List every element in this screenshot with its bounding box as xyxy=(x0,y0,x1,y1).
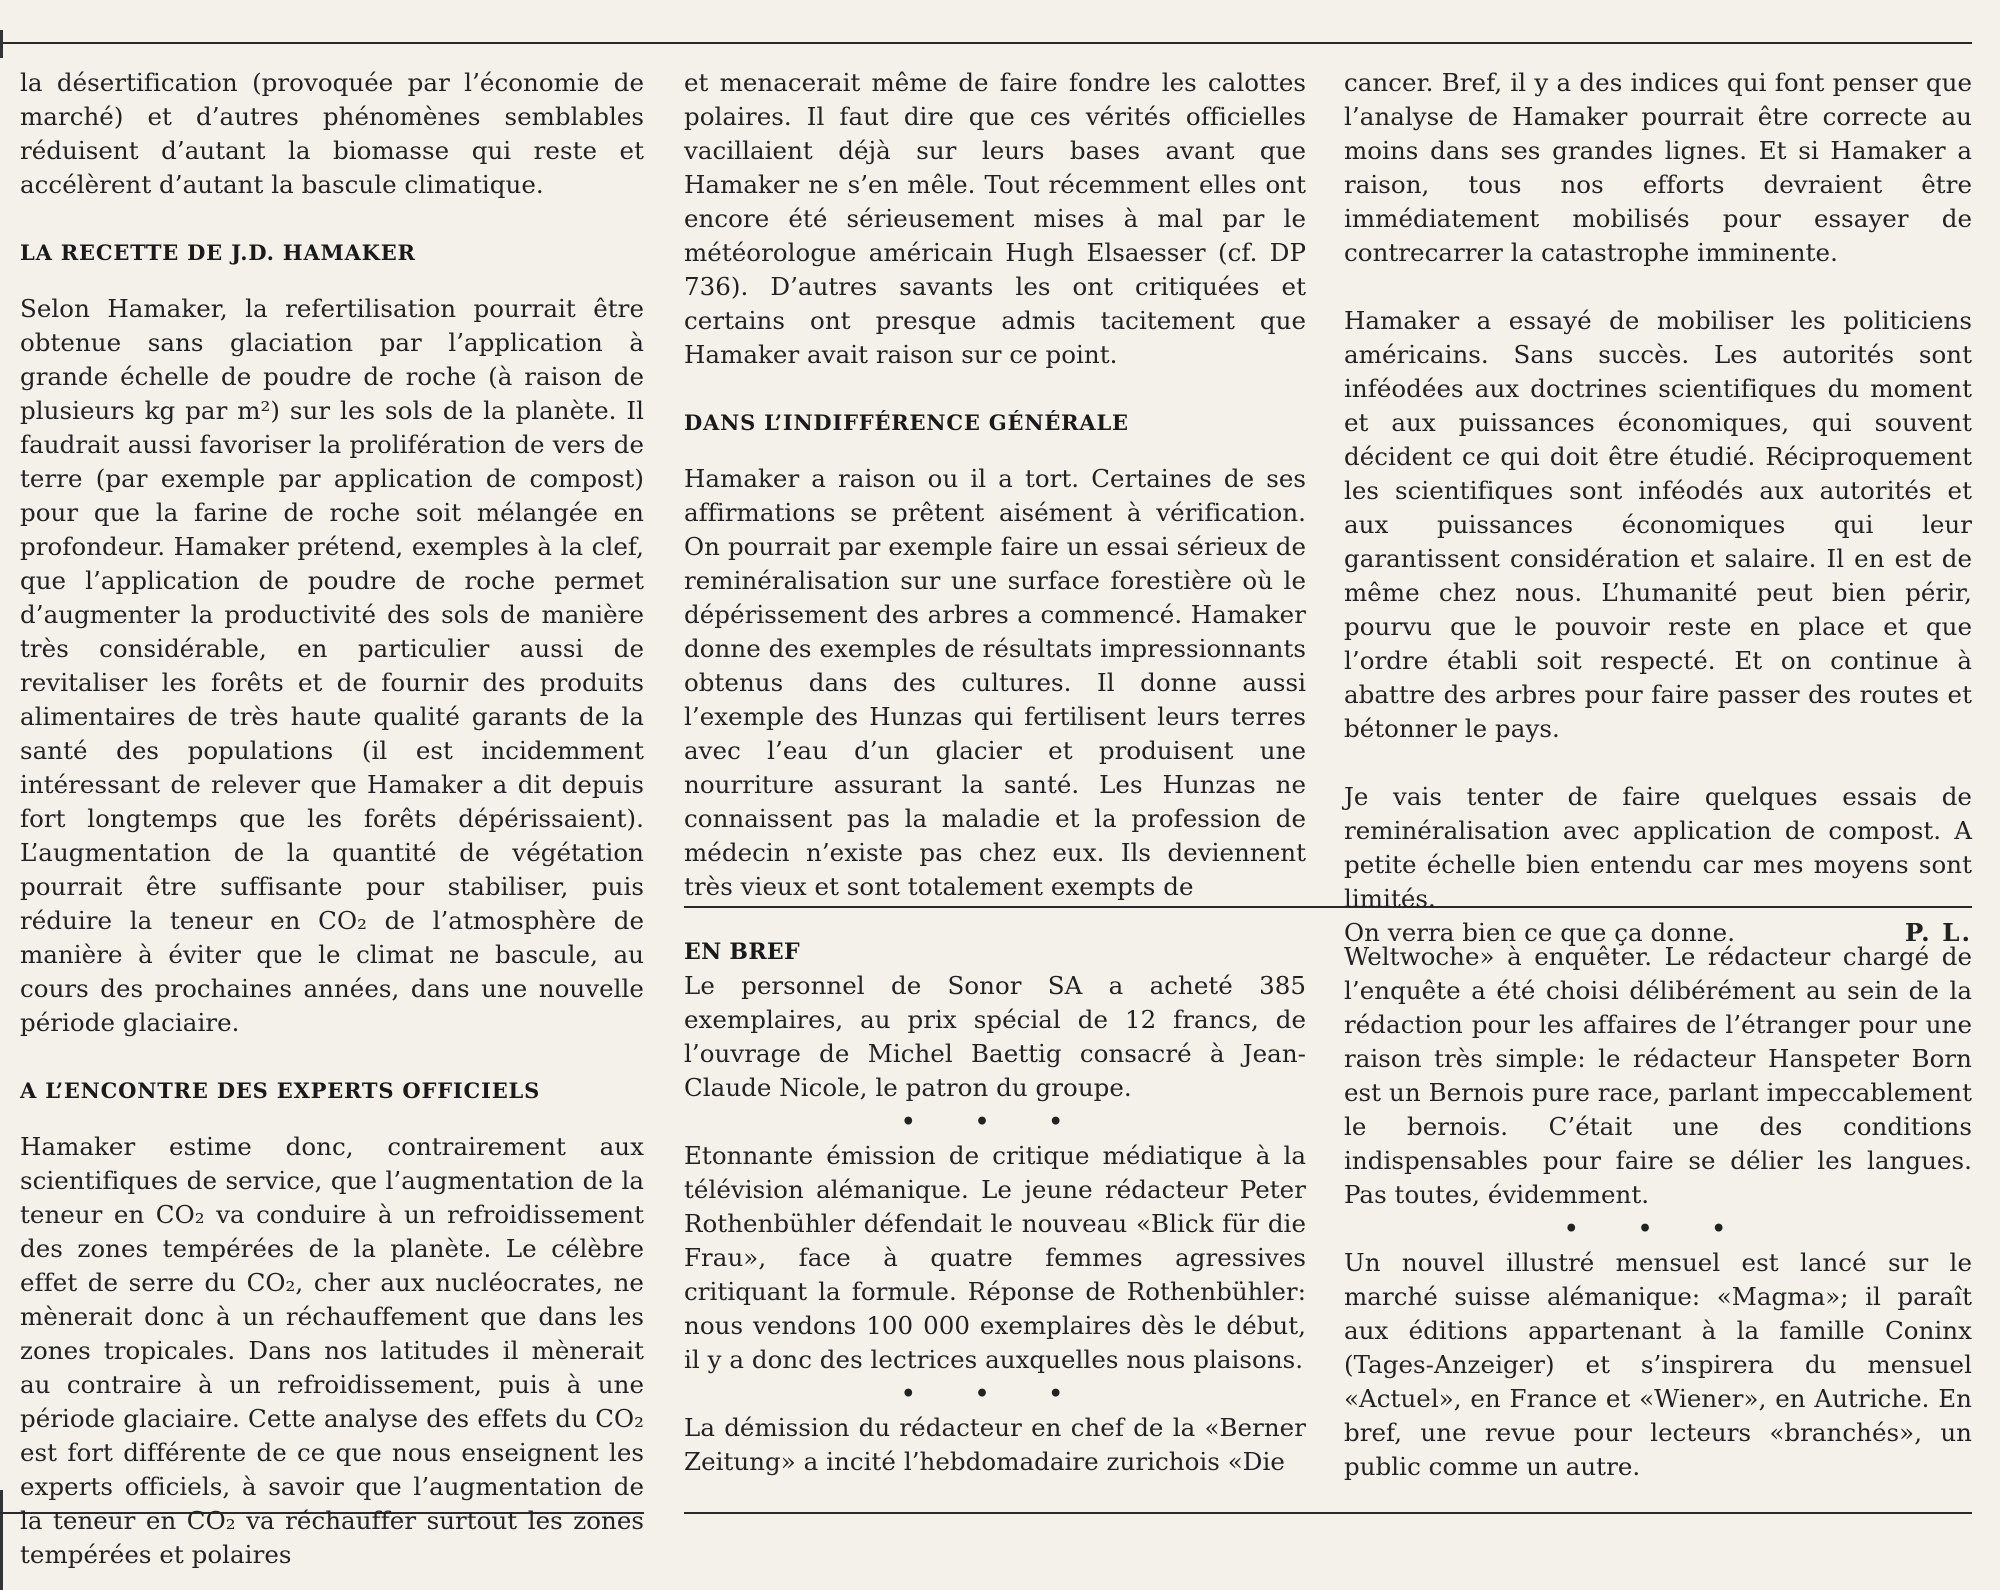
col3-essais-paragraph xyxy=(1344,780,1972,916)
heading-recette: LA RECETTE DE J.D. HAMAKER xyxy=(20,240,416,265)
col1-intro-paragraph: la désertification (provoquée par l’économie de marché) et d’autres phénomènes semblables réduisent d’autant la biomasse qui reste et accélèrent d’autant la bascule climatique. xyxy=(20,68,644,199)
bref-item-weltwoche: Weltwoche» à enquêter. Le rédacteur chargé de l’enquête a été choisi délibérément au sein de la rédaction pour les affaires de l’étranger pour une raison très simple: le rédacteur Hanspeter Born est un Bernois pure race, parlant impeccablement le bernois. C’était une des conditions indispensables pour faire se délier les langues. Pas toutes, évidemment. xyxy=(1344,942,1972,1209)
bref-item-sonor: Le personnel de Sonor SA a acheté 385 exemplaires, au prix spécial de 12 francs, de l’ouvrage de Michel Baettig consacré à Jean-Claude Nicole, le patron du groupe. xyxy=(684,971,1306,1102)
column-3 xyxy=(1344,66,1972,950)
bref-item-television: Etonnante émission de critique médiatique à la télévision alémanique. Le jeune rédacteur Peter Rothenbühler défendait le nouveau «Blick für die Frau», face à quatre femmes agressives critiquant la formule. Réponse de Rothenbühler: nous vendons 100 000 exemplaires dès le début, il y a donc des lectrices auxquelles nous plaisons. xyxy=(684,1141,1306,1374)
col2-indifference-paragraph: Hamaker a raison ou il a tort. Certaines de ses affirmations se prêtent aisément à vérification. On pourrait par exemple faire un essai sérieux de reminéralisation sur une surface forestière où le dépérissement des arbres a commencé. Hamaker donne des exemples de résultats impressionnants obtenus dans des cultures. Il donne aussi l’exemple des Hunzas qui fertilisent leurs terres avec l’eau d’un glacier et produisent une nourriture assurant la santé. Les Hunzas ne connaissent pas la maladie et la profession de médecin n’existe pas chez eux. Ils deviennent très vieux et sont totalement exempts de xyxy=(684,464,1306,901)
bref-item-magma: Un nouvel illustré mensuel est lancé sur le marché suisse alémanique: «Magma»; il paraît aux éditions appartenant à la famille Coninx (Tages-Anzeiger) et s’inspirera du mensuel «Actuel», en France et «Wiener», en Autriche. En bref, une revue pour lecteurs «branchés», un public comme un autre. xyxy=(1344,1248,1972,1481)
top-rule xyxy=(0,42,1972,44)
bref-bottom-rule xyxy=(684,1512,1972,1514)
separator-dots: • • • xyxy=(901,1109,1089,1135)
col3-closing-text: On verra bien ce que ça donne. xyxy=(1344,918,1736,947)
heading-indifference: DANS L’INDIFFÉRENCE GÉNÉRALE xyxy=(684,410,1129,435)
col1-recette-paragraph: Selon Hamaker, la refertilisation pourrait être obtenue sans glaciation par l’application à grande échelle de poudre de roche (à raison de plusieurs kg par m²) sur les sols de la planète. Il faudrait aussi favoriser la prolifération de vers de terre (par exemple par application de compost) pour que la farine de roche soit mélangée en profondeur. Hamaker prétend, exemples à la clef, que l’application de poudre de roche permet d’augmenter la productivité des sols de manière très considérable, en particulier aussi de revitaliser les forêts et de fournir des produits alimentaires de très haute qualité garants de la santé des populations (il est incidemment intéressant de relever que Hamaker a dit depuis fort longtemps que les forêts dépérissaient). L’augmentation de la quantité de végétation pourrait être suffisante pour stabiliser, puis réduire la teneur en CO₂ de l’atmosphère de manière à éviter que le climat ne bascule, au cours des prochaines années, dans une nouvelle période glaciaire. xyxy=(20,294,644,1037)
left-margin-mark-bottom xyxy=(0,1490,3,1590)
heading-encontre: A L’ENCONTRE DES EXPERTS OFFICIELS xyxy=(20,1078,541,1103)
col1-encontre-paragraph: Hamaker estime donc, contrairement aux scientifiques de service, que l’augmentation de la teneur en CO₂ va conduire à un refroidissement des zones tempérées de la planète. Le célèbre effet de serre du CO₂, cher aux nucléocrates, ne mènerait donc à un réchauffement que dans les zones tropicales. Dans nos latitudes il mènerait au contraire à un refroidissement, puis à une période glaciaire. Cette analyse des effets du CO₂ est fort différente de ce que nous enseignent les experts officiels, à savoir que l’augmentation de la teneur en CO₂ va réchauffer surtout les zones tempérées et polaires xyxy=(20,1132,644,1569)
author-signature: P. L. xyxy=(1904,918,1972,947)
en-bref-left xyxy=(684,935,1306,1479)
column-1 xyxy=(20,66,644,1572)
col3-intro-paragraph: cancer. Bref, il y a des indices qui font penser que l’analyse de Hamaker pourrait être correcte au moins dans ses grandes lignes. Et si Hamaker a raison, tous nos efforts devraient être immédiatement mobilisés pour essayer de contrecarrer la catastrophe imminente. xyxy=(1344,68,1972,267)
separator-dots: • • • xyxy=(1564,1216,1752,1242)
column-2 xyxy=(684,66,1306,904)
col3-essais-text: Je vais tenter de faire quelques essais de reminéralisation avec application de compost. A petite échelle bien entendu car mes moyens sont limités. xyxy=(1344,782,1972,913)
col3-politiciens-paragraph: Hamaker a essayé de mobiliser les politiciens américains. Sans succès. Les autorités sont inféodées aux doctrines scientifiques du moment et aux puissances économiques, qui souvent décident ce qui doit être étudié. Réciproquement les scientifiques sont inféodés aux autorités et aux puissances économiques qui leur garantissent considération et salaire. Il en est de même chez nous. L’humanité peut bien périr, pourvu que le pouvoir reste en place et que l’ordre établi soit respecté. Et on continue à abattre des arbres pour faire passer des routes et bétonner le pays. xyxy=(1344,306,1972,743)
col2-intro-paragraph: et menacerait même de faire fondre les calottes polaires. Il faut dire que ces vérités officielles vacillaient déjà sur leurs bases avant que Hamaker ne s’en mêle. Tout récemment elles ont encore été sérieusement mises à mal par le météorologue américain Hugh Elsaesser (cf. DP 736). D’autres savants les ont critiquées et certains ont presque admis tacitement que Hamaker avait raison sur ce point. xyxy=(684,68,1306,369)
bref-item-berner-zeitung: La démission du rédacteur en chef de la «Berner Zeitung» a incité l’hebdomadaire zurichois «Die xyxy=(684,1413,1306,1476)
separator-dots: • • • xyxy=(901,1381,1089,1407)
heading-en-bref: EN BREF xyxy=(684,939,800,965)
left-margin-mark-top xyxy=(0,30,3,58)
en-bref-right xyxy=(1344,940,1972,1484)
